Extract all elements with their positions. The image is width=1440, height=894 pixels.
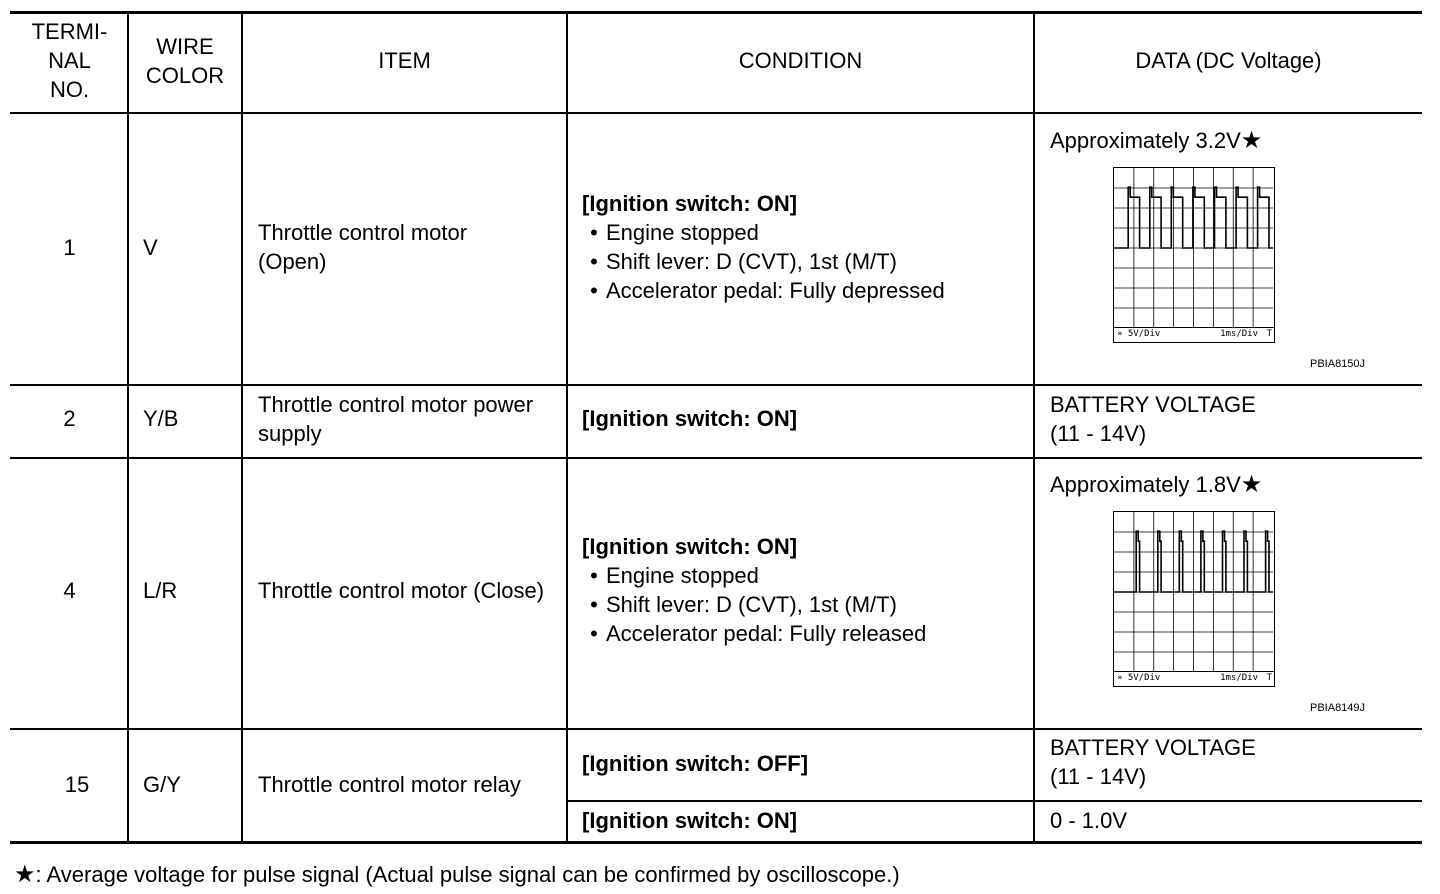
condition-item: • Shift lever: D (CVT), 1st (M/T): [582, 590, 926, 619]
header-item: ITEM: [378, 48, 431, 73]
header-condition: CONDITION: [738, 48, 863, 73]
header-data: DATA (DC Voltage): [1135, 48, 1322, 73]
scope-footer: [1114, 671, 1274, 686]
wire-color: Y/B: [143, 406, 179, 431]
condition-item: • Engine stopped: [582, 561, 926, 590]
scope-footer: [1114, 327, 1274, 342]
data-value: BATTERY VOLTAGE (11 - 14V): [1050, 392, 1256, 446]
footnote: ★: Average voltage for pulse signal (Actual pulse signal can be confirmed by oscilloscope.): [14, 861, 900, 888]
condition-title: [Ignition switch: ON]: [582, 406, 798, 431]
condition-item: • Accelerator pedal: Fully released: [582, 619, 926, 648]
header-bottom-border: [10, 112, 1422, 114]
scope-time-div: 1ms/Div: [1220, 673, 1258, 683]
header-terminal: TERMI- NAL NO.: [31, 19, 108, 102]
row-divider: [10, 728, 1422, 730]
table-bottom-border: [10, 841, 1422, 844]
condition-item: • Accelerator pedal: Fully depressed: [582, 276, 945, 305]
terminal-number: 4: [63, 578, 76, 603]
condition-title: [Ignition switch: ON]: [582, 191, 798, 216]
star-icon: ★: [1240, 127, 1263, 154]
scope-volt-div: » 5V/Div: [1117, 673, 1161, 683]
scope-volt-div: » 5V/Div: [1117, 329, 1161, 339]
terminal-number: 2: [63, 406, 76, 431]
wire-color: V: [143, 235, 158, 260]
scope-time-div: 1ms/Div: [1220, 329, 1258, 339]
data-value: BATTERY VOLTAGE (11 - 14V): [1050, 735, 1256, 789]
scope-trigger: T: [1266, 673, 1272, 683]
scope-grid: [1114, 168, 1273, 328]
item-name: Throttle control motor power supply: [258, 392, 534, 446]
wire-color: G/Y: [143, 772, 181, 797]
sub-row-divider: [567, 800, 1422, 802]
item-name: Throttle control motor relay: [258, 772, 521, 797]
waveform-trace: [1114, 187, 1273, 248]
scope-grid: [1114, 512, 1273, 672]
condition-title: [Ignition switch: ON]: [582, 808, 798, 833]
condition: [582, 189, 945, 305]
item-name: Throttle control motor (Close): [258, 578, 545, 603]
terminal-number: 1: [63, 235, 76, 260]
row-divider: [10, 384, 1422, 386]
oscilloscope-waveform: [1113, 511, 1275, 687]
terminal-number: 15: [64, 772, 90, 797]
condition-title: [Ignition switch: ON]: [582, 534, 798, 559]
data-value: Approximately 3.2V★: [1050, 127, 1263, 154]
column-divider: [566, 12, 568, 843]
condition-title: [Ignition switch: OFF]: [582, 751, 809, 776]
item-name: Throttle control motor (Open): [258, 220, 468, 274]
table-top-border: [10, 11, 1422, 14]
figure-code: PBIA8150J: [1310, 358, 1366, 370]
figure-code: PBIA8149J: [1310, 702, 1366, 714]
oscilloscope-waveform: [1113, 167, 1275, 343]
data-value: Approximately 1.8V★: [1050, 471, 1263, 498]
condition: [582, 532, 926, 648]
condition-item: • Engine stopped: [582, 218, 945, 247]
data-value: 0 - 1.0V: [1050, 808, 1128, 833]
column-divider: [1033, 12, 1035, 843]
wire-color: L/R: [143, 578, 178, 603]
scope-trigger: T: [1266, 329, 1272, 339]
condition-item: • Shift lever: D (CVT), 1st (M/T): [582, 247, 945, 276]
star-icon: ★: [14, 861, 36, 888]
column-divider: [127, 12, 129, 843]
header-wire-color: WIRE COLOR: [145, 34, 225, 88]
star-icon: ★: [1240, 471, 1263, 498]
column-divider: [241, 12, 243, 843]
row-divider: [10, 457, 1422, 459]
